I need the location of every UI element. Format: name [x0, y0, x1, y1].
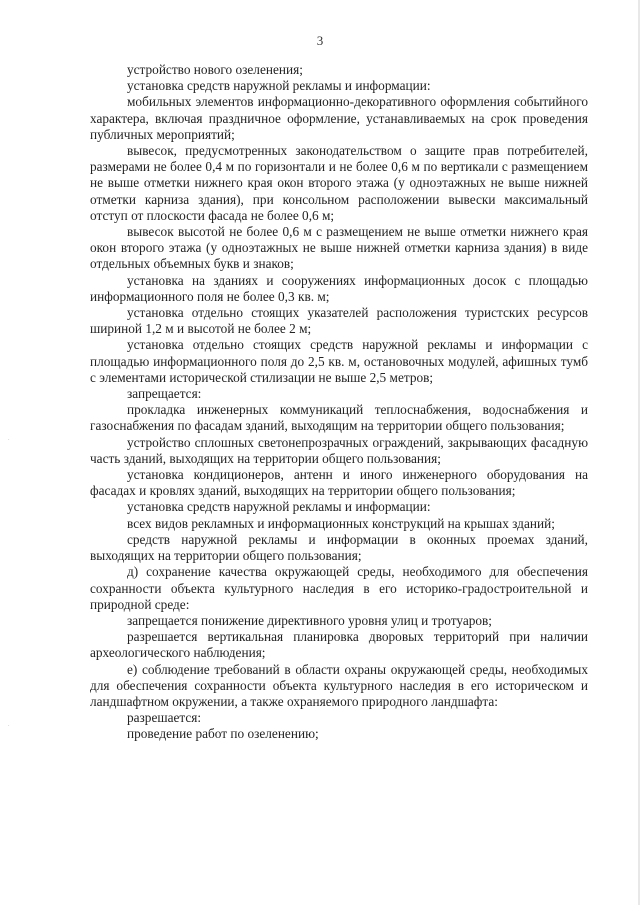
paragraph-3: мобильных элементов информационно-декоративного оформления событийного характера, включая праздничное оформление, устанавливаемых на срок проведения публичных мероприятий;	[90, 94, 588, 142]
paragraph-18: разрешается вертикальная планировка дворовых территорий при наличии археологического наблюдения;	[90, 629, 588, 661]
paragraph-15: средств наружной рекламы и информации в оконных проемах зданий, выходящих на территории общего пользования;	[90, 531, 588, 564]
paragraph-4: вывесок, предусмотренных законодательством о защите прав потребителей, размерами не более 0,4 м по горизонтали и не более 0,6 м по вертикали с размещением не выше отметки нижнего края окон второго этажа (у одноэтажных не выше нижней отметки карниза здания), при консольном расположении вывески максимальный отступ от плоскости фасада не более 0,6 м;	[90, 143, 588, 223]
paragraph-5: вывесок высотой не более 0,6 м с размещением не выше отметки нижнего края окон второго этажа (у одноэтажных не выше нижней отметки карниза здания) в виде отдельных объемных букв и знаков;	[90, 224, 588, 272]
paragraph-2: установка средств наружной рекламы и информации:	[127, 78, 431, 94]
paragraph-16: д) сохранение качества окружающей среды, необходимого для обеспечения сохранности объекта культурного наследия в его историко-градостроительной и природной среде:	[90, 564, 588, 612]
paragraph-20: разрешается:	[127, 710, 202, 726]
scan-speck: .	[8, 436, 10, 442]
paragraph-11: устройство сплошных светонепрозрачных ограждений, закрывающих фасадную часть зданий, выходящих на территории общего пользования;	[90, 434, 588, 466]
paragraph-13: установка средств наружной рекламы и информации:	[127, 499, 431, 515]
paragraph-14: всех видов рекламных и информационных конструкций на крышах зданий;	[127, 515, 555, 531]
paragraph-12: установка кондиционеров, антенн и иного инженерного оборудования на фасадах и кровлях зданий, выходящих на территории общего пользования;	[90, 467, 588, 499]
page-number: 3	[316, 33, 324, 48]
paragraph-7: установка отдельно стоящих указателей расположения туристских ресурсов шириной 1,2 м и высотой не более 2 м;	[90, 305, 588, 337]
document-body	[90, 62, 588, 743]
paragraph-19: е) соблюдение требований в области охраны окружающей среды, необходимых для обеспечения сохранности объекта культурного наследия в его историческом и ландшафтном окружении, а также охраняемого природного ландшафта:	[90, 661, 588, 709]
paragraph-1: устройство нового озеленения;	[127, 62, 303, 77]
paragraph-17: запрещается понижение директивного уровня улиц и тротуаров;	[127, 612, 493, 628]
paragraph-8: установка отдельно стоящих средств наружной рекламы и информации с площадью информационного поля до 2,5 кв. м, остановочных модулей, афишных тумб с элементами исторической стилизации не выше 2,5 метров;	[90, 337, 588, 385]
paragraph-6: установка на зданиях и сооружениях информационных досок с площадью информационного поля не более 0,3 кв. м;	[90, 272, 588, 304]
paragraph-21: проведение работ по озеленению;	[127, 726, 319, 742]
paragraph-9: запрещается:	[127, 386, 202, 402]
scan-speck: .	[8, 722, 10, 728]
paragraph-10: прокладка инженерных коммуникаций теплоснабжения, водоснабжения и газоснабжения по фасадам зданий, выходящим на территории общего пользования;	[90, 402, 588, 434]
